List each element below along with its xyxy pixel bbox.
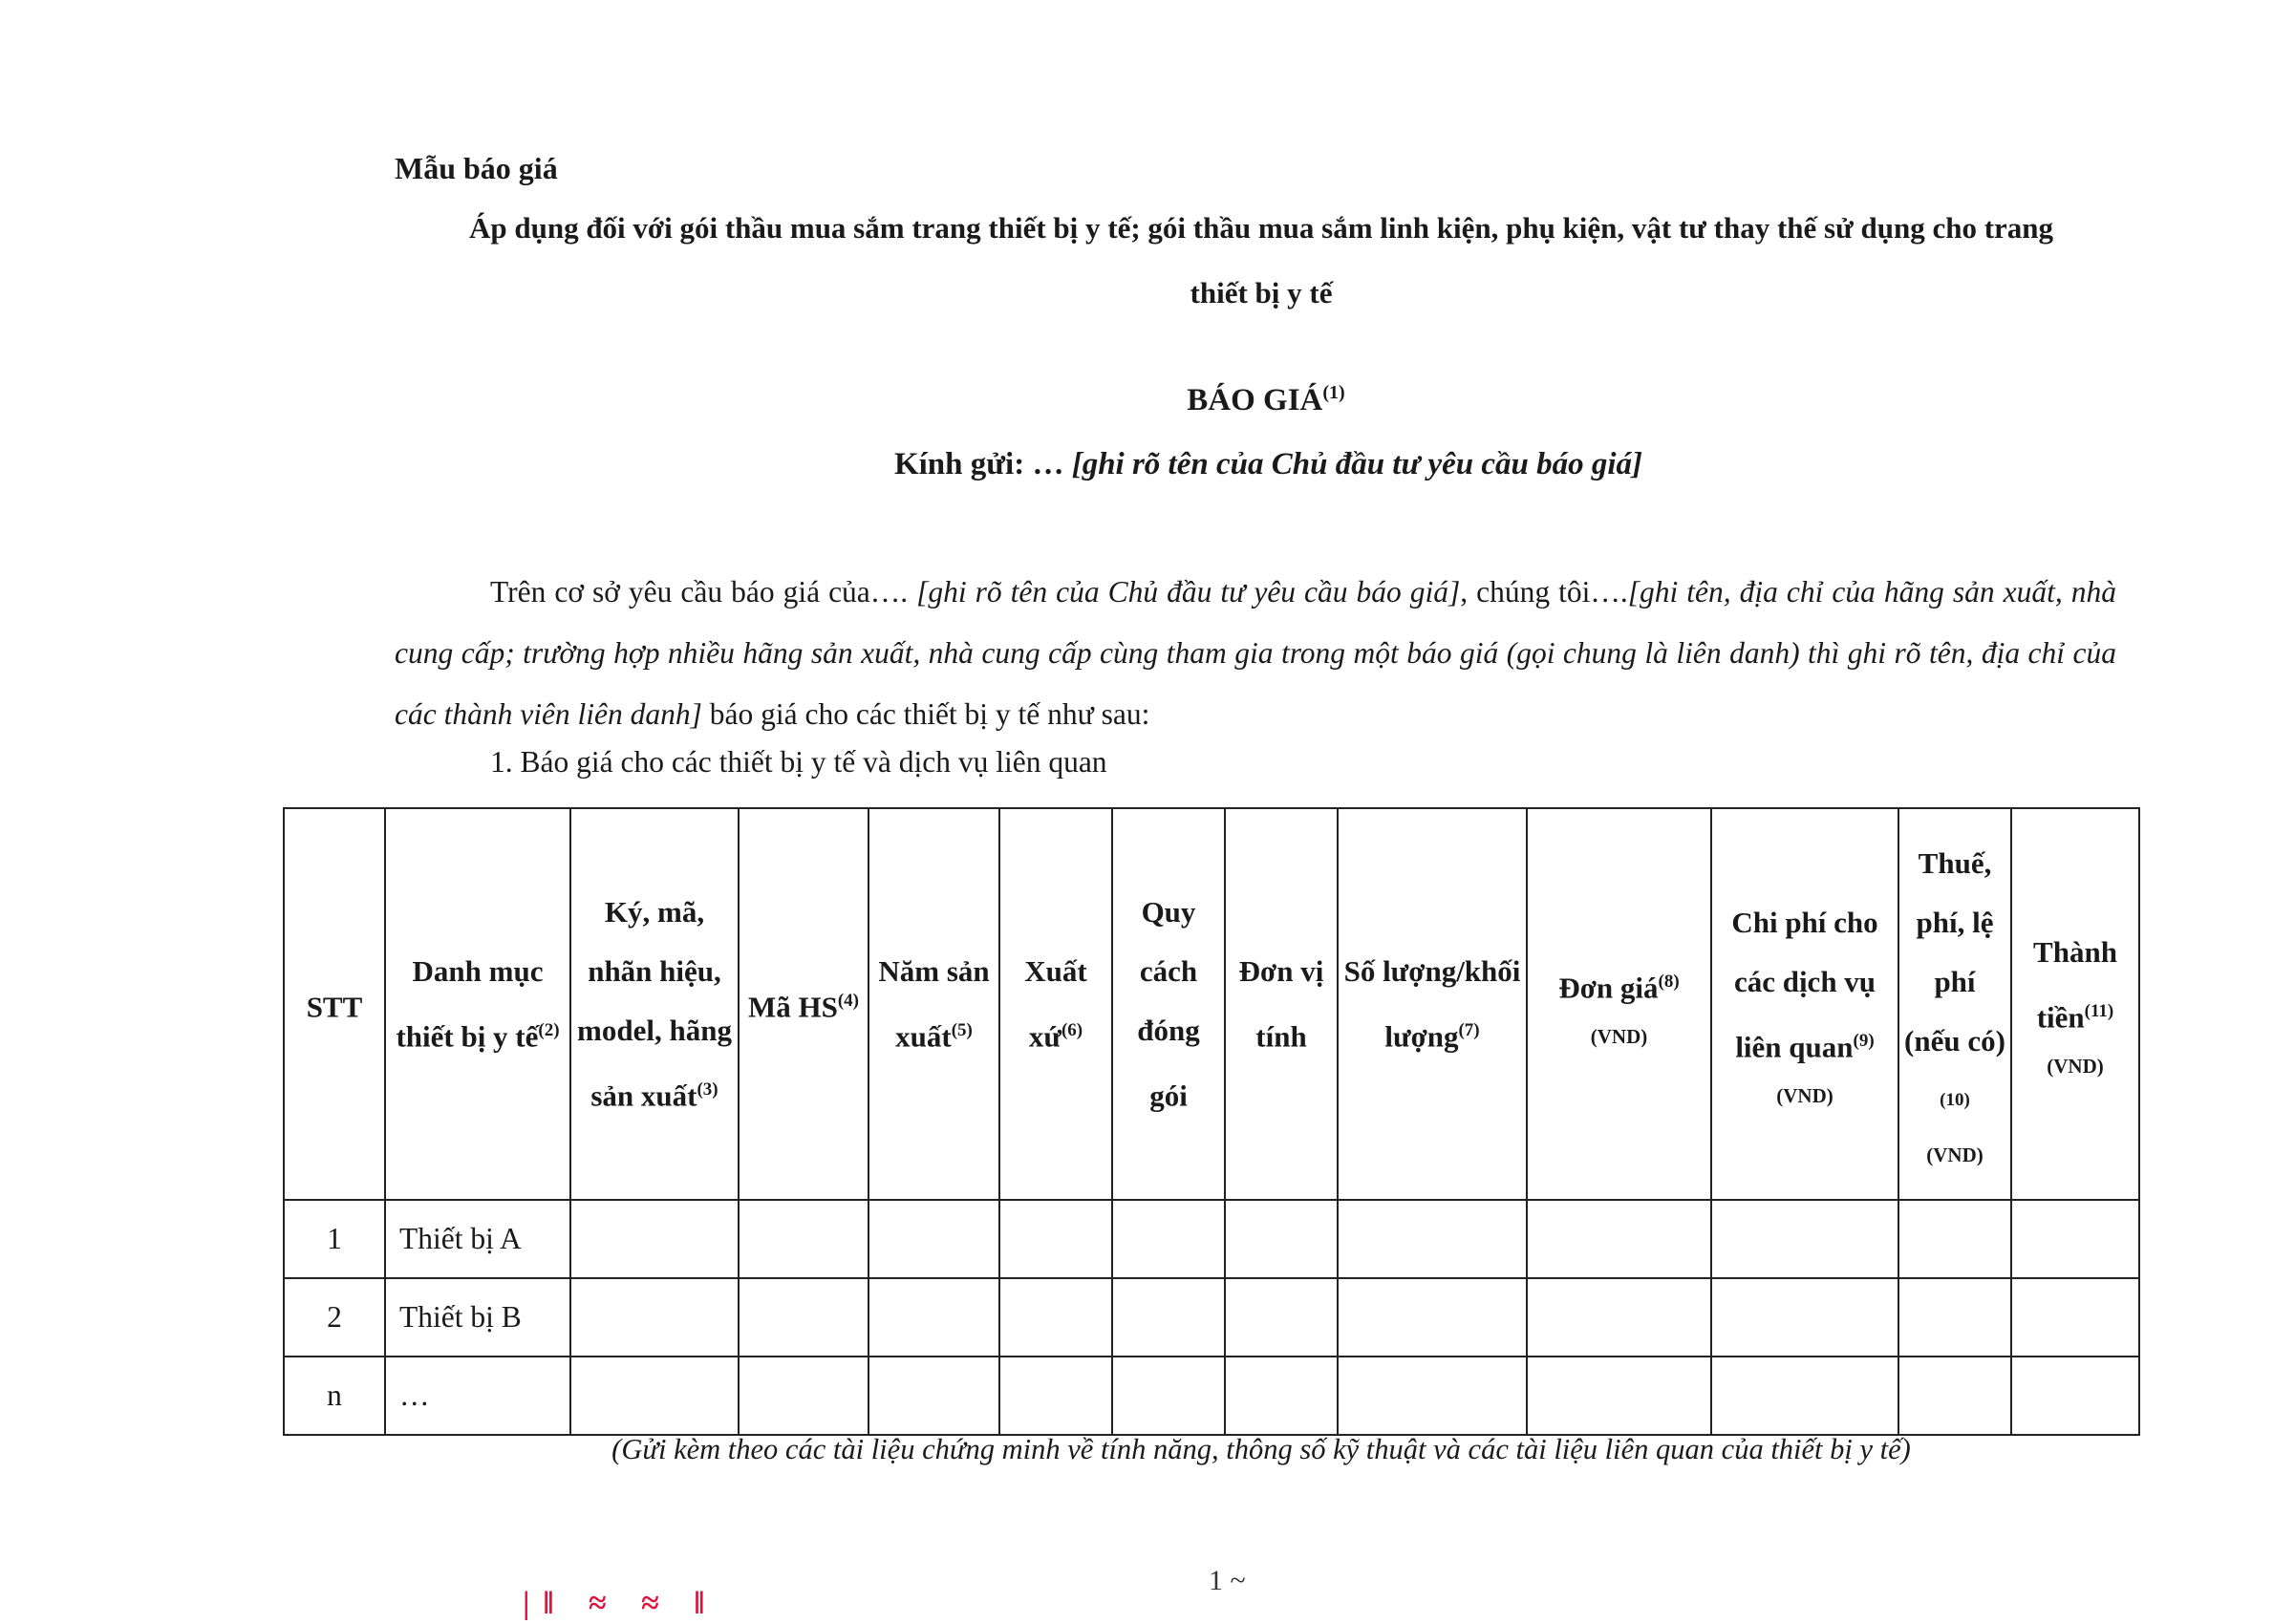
empty-cell xyxy=(1112,1357,1225,1435)
page-marks: 1 ~ xyxy=(1209,1565,1246,1596)
empty-cell xyxy=(1225,1357,1338,1435)
intro-part-1: Trên cơ sở yêu cầu báo giá của…. xyxy=(490,575,917,609)
intro-placeholder-1: [ghi rõ tên của Chủ đầu tư yêu cầu báo giá] xyxy=(916,575,1461,609)
red-stamp-mark: |‖ ≈ ≈ ‖ xyxy=(523,1586,718,1621)
empty-cell xyxy=(868,1357,999,1435)
empty-cell xyxy=(1338,1200,1527,1278)
empty-cell xyxy=(570,1200,739,1278)
header-cell: Chi phí cho các dịch vụ liên quan$^{(9)}$ (VND) xyxy=(1711,808,1898,1200)
intro-placeholder-2: [ghi tên, địa chỉ của hãng sản xuất, nhà cung cấp; trường hợp nhiều hãng sản xuất, nhà cung cấp cùng tham gia trong một báo giá (gọi chung là liên danh) thì ghi rõ tên, địa chỉ của các thành viên liên danh] xyxy=(395,575,2116,731)
header-cell: Danh mục thiết bị y tế$^{(2)}$ xyxy=(385,808,570,1200)
table-header-row xyxy=(284,808,2139,1200)
empty-cell xyxy=(999,1278,1112,1357)
empty-cell xyxy=(739,1357,868,1435)
section-heading: 1. Báo giá cho các thiết bị y tế và dịch vụ liên quan xyxy=(490,745,1107,779)
empty-cell xyxy=(570,1357,739,1435)
row-stt: 2 xyxy=(284,1278,385,1357)
header-cell: Thuế, phí, lệ phí (nếu có)$^{(10)}$ (VND) xyxy=(1898,808,2011,1200)
empty-cell xyxy=(1225,1278,1338,1357)
empty-cell xyxy=(739,1278,868,1357)
empty-cell xyxy=(868,1278,999,1357)
addressee-prefix: Kính gửi: … xyxy=(893,447,1072,481)
empty-cell xyxy=(1711,1278,1898,1357)
header-cell: Ký, mã, nhãn hiệu, model, hãng sản xuất$^{(3)}$ xyxy=(570,808,739,1200)
row-stt: 1 xyxy=(284,1200,385,1278)
row-item-name: … xyxy=(385,1357,570,1435)
empty-cell xyxy=(739,1200,868,1278)
header-cell: Mã HS$^{(4)}$ xyxy=(739,808,868,1200)
empty-cell xyxy=(1898,1357,2011,1435)
intro-paragraph xyxy=(395,562,2116,745)
empty-cell xyxy=(1711,1357,1898,1435)
form-subtitle: Áp dụng đối với gói thầu mua sắm trang thiết bị y tế; gói thầu mua sắm linh kiện, phụ kiện, vật tư thay thế sử dụng cho trang thiết bị y tế xyxy=(468,211,2054,310)
empty-cell xyxy=(1338,1357,1527,1435)
table-row xyxy=(284,1200,2139,1278)
title-note-ref: (1) xyxy=(1322,382,1345,403)
quotation-table xyxy=(283,807,2140,1436)
header-cell: Năm sản xuất$^{(5)}$ xyxy=(868,808,999,1200)
empty-cell xyxy=(999,1200,1112,1278)
empty-cell xyxy=(1225,1200,1338,1278)
empty-cell xyxy=(570,1278,739,1357)
empty-cell xyxy=(1112,1278,1225,1357)
empty-cell xyxy=(1898,1200,2011,1278)
header-cell: STT xyxy=(284,808,385,1200)
attachment-note: (Gửi kèm theo các tài liệu chứng minh về tính năng, thông số kỹ thuật và các tài liệu liên quan của thiết bị y tế) xyxy=(611,1433,1911,1465)
empty-cell xyxy=(999,1357,1112,1435)
row-item-name: Thiết bị B xyxy=(385,1278,570,1357)
empty-cell xyxy=(1527,1357,1711,1435)
empty-cell xyxy=(1898,1278,2011,1357)
title-text: BÁO GIÁ xyxy=(1187,383,1323,417)
row-item-name: Thiết bị A xyxy=(385,1200,570,1278)
header-cell: Thành tiền$^{(11)}$ (VND) xyxy=(2011,808,2139,1200)
row-stt: n xyxy=(284,1357,385,1435)
empty-cell xyxy=(868,1200,999,1278)
addressee-line xyxy=(0,447,2273,482)
empty-cell xyxy=(1112,1200,1225,1278)
empty-cell xyxy=(2011,1357,2139,1435)
header-cell: Quy cách đóng gói xyxy=(1112,808,1225,1200)
table-row xyxy=(284,1357,2139,1435)
empty-cell xyxy=(1338,1278,1527,1357)
intro-part-3: báo giá cho các thiết bị y tế như sau: xyxy=(701,697,1150,731)
header-cell: Đơn giá$^{(8)}$ (VND) xyxy=(1527,808,1711,1200)
intro-part-2: , chúng tôi…. xyxy=(1460,575,1628,609)
header-cell: Đơn vị tính xyxy=(1225,808,1338,1200)
form-label: Mẫu báo giá xyxy=(395,151,558,185)
header-cell: Số lượng/khối lượng$^{(7)}$ xyxy=(1338,808,1527,1200)
empty-cell xyxy=(2011,1200,2139,1278)
header-cell: Xuất xứ$^{(6)}$ xyxy=(999,808,1112,1200)
document-title xyxy=(0,382,2273,418)
addressee-placeholder: [ghi rõ tên của Chủ đầu tư yêu cầu báo giá] xyxy=(1071,447,1643,481)
empty-cell xyxy=(2011,1278,2139,1357)
empty-cell xyxy=(1527,1278,1711,1357)
table-row xyxy=(284,1278,2139,1357)
empty-cell xyxy=(1527,1200,1711,1278)
empty-cell xyxy=(1711,1200,1898,1278)
